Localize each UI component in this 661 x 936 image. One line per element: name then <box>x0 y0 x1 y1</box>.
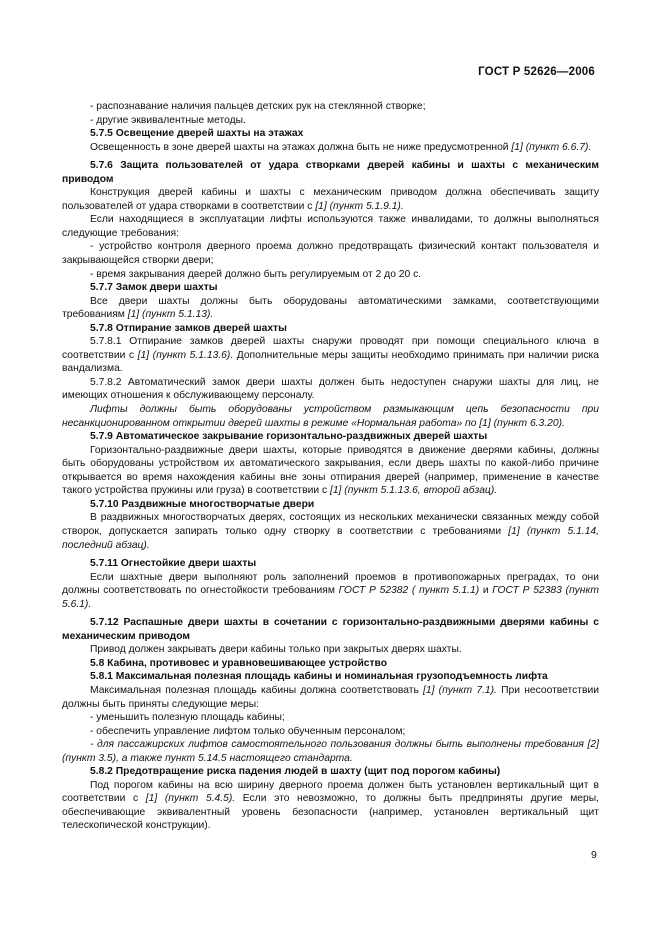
paragraph: - другие эквивалентные методы. <box>90 114 246 126</box>
italic-reference: [1] (пункт 5.1.13). <box>127 309 214 321</box>
paragraph <box>62 684 599 711</box>
italic-reference: - для пассажирских лифтов самостоятельного пользования должны быть выполнены требования [2] (пункт 3.5), а также пункт 5.14.5 настоящего стандарта. <box>62 739 599 764</box>
section-heading: 5.8 Кабина, противовес и уравновешивающее устройство <box>90 657 388 669</box>
paragraph <box>62 571 599 612</box>
paragraph: - обеспечить управление лифтом только обученным персоналом; <box>90 725 406 737</box>
paragraph <box>62 403 599 430</box>
page-number: 9 <box>591 849 597 861</box>
text-run: Если шахтные двери выполняют роль заполнений проемов в противопожарных преградах, то они должны соответствовать по огнестойкости требованиям <box>62 571 599 597</box>
italic-reference: [1] (пункт 5.1.13.6). <box>137 349 234 361</box>
paragraph <box>62 779 599 833</box>
italic-reference: [1] (пункт 5.1.13.6, второй абзац). <box>329 485 498 497</box>
section-heading: 5.7.11 Огнестойкие двери шахты <box>90 558 257 570</box>
italic-reference: ГОСТ Р 52383 (пункт 5.6.1). <box>62 585 599 610</box>
paragraph: - устройство контроля дверного проема должно предотвращать физический контакт пользователя и закрывающейся створки двери; <box>62 241 599 267</box>
section-heading: 5.7.10 Раздвижные многостворчатые двери <box>90 498 315 510</box>
paragraph: - время закрывания дверей должно быть регулируемым от 2 до 20 с. <box>90 268 422 280</box>
paragraph <box>62 186 599 213</box>
text-run: Конструкция дверей кабины и шахты с механическим приводом должна обеспечивать защиту пользователей от удара створками в соответствии с <box>62 187 599 212</box>
text-run: Максимальная полезная площадь кабины должна соответствовать <box>90 684 424 696</box>
paragraph <box>62 511 599 552</box>
text-run: Горизонтально-раздвижные двери шахты, которые приводятся в движение дверями кабины, должны быть оборудованы устройством их автоматического закрывания, если дверь шахты по какой-либо причине открывается во время нахождения кабины вне зоны отпирания дверей (например, применение в качестве такого устройства пружины или груза) в соответствии с <box>62 444 599 497</box>
text-run: Все двери шахты должны быть оборудованы автоматическими замками, соответствующими требованиям <box>62 295 599 321</box>
text-run: При несоответствии должны быть приняты следующие меры: <box>62 684 599 710</box>
section-heading: 5.7.12 Распашные двери шахты в сочетании с горизонтально-раздвижными дверями кабины с механическим приводом <box>62 617 599 642</box>
paragraph <box>62 444 599 498</box>
paragraph: - распознавание наличия пальцев детских рук на стеклянной створке; <box>90 101 426 112</box>
section-heading: 5.7.9 Автоматическое закрывание горизонтально-раздвижных дверей шахты <box>90 431 488 443</box>
text-run: В раздвижных многостворчатых дверях, состоящих из нескольких механически связанных между собой створок, допускается запирать только одну створку в соответствии с требованиями <box>62 512 599 537</box>
section-heading: 5.8.1 Максимальная полезная площадь кабины и номинальная грузоподъемность лифта <box>90 671 548 683</box>
standard-header: ГОСТ Р 52626—2006 <box>478 66 595 78</box>
paragraph: - уменьшить полезную площадь кабины; <box>90 712 285 724</box>
text-run: Дополнительные меры защиты необходимо принимать при наличии риска вандализма. <box>62 349 599 375</box>
italic-reference: [1] (пункт 6.6.7). <box>511 141 592 153</box>
italic-reference: [1] (пункт 5.1.14, последний абзац). <box>62 525 600 551</box>
section-heading: 5.7.6 Защита пользователей от удара створками дверей кабины и шахты с механическим приводом <box>62 160 599 185</box>
paragraph <box>62 295 599 322</box>
text-run: и <box>479 585 493 597</box>
paragraph: Привод должен закрывать двери кабины только при закрытых дверях шахты. <box>90 644 462 656</box>
text-run: Освещенность в зоне дверей шахты на этажах должна быть не ниже предусмотренной <box>90 141 512 153</box>
section-heading: 5.7.5 Освещение дверей шахты на этажах <box>90 128 304 140</box>
section-heading: 5.7.8 Отпирание замков дверей шахты <box>90 322 287 334</box>
section-heading: 5.8.2 Предотвращение риска падения людей в шахту (щит под порогом кабины) <box>90 766 501 778</box>
paragraph: Если находящиеся в эксплуатации лифты используются также инвалидами, то должны выполняться следующие требования: <box>62 214 599 239</box>
text-run: 5.7.8.1 Отпирание замков дверей шахты снаружи проводят при помощи специального ключа в соответствии с <box>62 336 599 361</box>
document-body <box>62 100 599 833</box>
italic-reference: [1] (пункт 7.1). <box>423 684 497 696</box>
paragraph: 5.7.8.2 Автоматический замок двери шахты должен быть недоступен снаружи шахты для лиц, не имеющих отношения к обслуживающему персоналу. <box>62 376 599 402</box>
section-heading: 5.7.7 Замок двери шахты <box>90 282 218 294</box>
text-run: Под порогом кабины на всю ширину дверного проема должен быть установлен вертикальный щит в соответствии с <box>62 779 599 805</box>
italic-reference: ГОСТ Р 52382 ( пункт 5.1.1) <box>338 585 480 597</box>
text-run: Если это невозможно, то должны быть предприняты другие меры, обеспечивающие эквивалентный уровень безопасности (например, установлен вертикальный щит телескопической конструкции). <box>62 793 599 832</box>
italic-reference: [1] (пункт 5.1.9.1). <box>315 200 404 212</box>
paragraph <box>62 335 599 376</box>
italic-reference: Лифты должны быть оборудованы устройством размыкающим цепь безопасности при несанкционированном открытии дверей шахты в режиме «Нормальная работа» по [1] (пункт 6.3.20). <box>62 404 599 429</box>
paragraph <box>62 738 599 765</box>
italic-reference: [1] (пункт 5.4.5). <box>145 793 236 805</box>
paragraph <box>62 141 599 155</box>
